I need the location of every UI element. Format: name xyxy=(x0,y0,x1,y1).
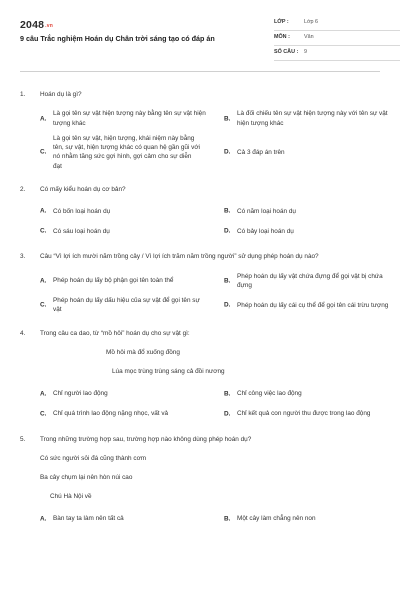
meta-row-subject xyxy=(274,31,400,46)
question-number: 5. xyxy=(20,435,26,443)
option-a[interactable]: A. Là gọi tên sự vật hiện tượng này bằng tên sự vật hiện tượng khác xyxy=(40,110,206,127)
question-4 xyxy=(20,329,380,427)
option-b[interactable]: B. Chỉ công việc lao động xyxy=(224,389,302,397)
question-text: 3. Câu “Vì lợi ích mười năm trồng cây / Vì lợi ích trăm năm trồng người” sử dụng phép hoán dụ nào? xyxy=(20,253,319,261)
site-logo[interactable]: 2048.vn xyxy=(20,19,53,31)
meta-key: MÔN : xyxy=(274,34,290,40)
worksheet-header xyxy=(20,14,380,72)
option-c[interactable]: C. Có sáu loại hoán dụ xyxy=(40,227,110,235)
question-number: 2. xyxy=(20,185,26,193)
question-number: 1. xyxy=(20,91,26,98)
meta-info xyxy=(274,16,400,61)
option-d[interactable]: D. Có bảy loại hoán dụ xyxy=(224,227,294,235)
option-b[interactable]: B. Một cây làm chẳng nên non xyxy=(224,514,316,522)
question-text: 1. Hoán dụ là gì? xyxy=(20,91,82,98)
question-3 xyxy=(20,252,389,320)
option-a[interactable]: A. Chỉ người lao động xyxy=(40,389,108,397)
answer-options xyxy=(20,387,380,427)
quoted-line: Có sức người sỏi đá cũng thành cơm xyxy=(40,454,147,462)
option-b[interactable]: B. Có năm loại hoán dụ xyxy=(224,207,296,215)
option-d[interactable]: D. Cả 3 đáp án trên xyxy=(224,148,285,156)
quoted-line: Chú Hà Nội về xyxy=(50,493,92,501)
option-c[interactable]: C. Phép hoán dụ lấy dấu hiệu của sự vật để gọi tên sự vật xyxy=(40,297,200,314)
answer-options xyxy=(20,512,380,532)
question-text: 5. Trong những trường hợp sau, trường hợp nào không dùng phép hoán dụ? xyxy=(20,435,252,443)
meta-value: Văn xyxy=(304,34,314,40)
meta-row-count xyxy=(274,46,400,61)
quoted-line: Ba cây chụm lại nên hòn núi cao xyxy=(40,474,133,482)
option-d[interactable]: D. Phép hoán dụ lấy cái cụ thể để gọi tên cái trừu tượng xyxy=(224,301,389,309)
option-c[interactable]: C. Là gọi tên sự vật, hiện tượng, khái niệm này bằng tên, sự vật, hiện tượng khác có quan hệ gần gũi với nó nhằm tăng sức gợi hình, gợi cảm cho sự diễn đạt xyxy=(40,134,200,170)
meta-row-class xyxy=(274,16,400,31)
meta-key: LỚP : xyxy=(274,19,289,25)
option-a[interactable]: A. Phép hoán dụ lấy bộ phận gọi tên toàn thể xyxy=(40,277,174,285)
quoted-verse-line: Lúa mọc trùng trùng sáng cả đồi nương xyxy=(112,368,225,376)
answer-options xyxy=(20,109,388,177)
option-a[interactable]: A. Có bốn loại hoán dụ xyxy=(40,207,111,215)
question-text: 2. Có mấy kiểu hoán dụ cơ bản? xyxy=(20,185,126,193)
question-5 xyxy=(20,435,380,532)
question-number: 3. xyxy=(20,253,26,261)
meta-key: SỐ CÂU : xyxy=(274,49,299,55)
answer-options xyxy=(20,272,389,321)
option-a[interactable]: A. Bàn tay ta làm nên tất cả xyxy=(40,514,124,522)
option-c[interactable]: C. Chỉ quá trình lao động nặng nhọc, vất vả xyxy=(40,409,169,417)
question-list xyxy=(20,72,389,532)
quoted-verse-line: Mồ hôi mà đổ xuống đồng xyxy=(106,348,180,356)
meta-value: Lớp 6 xyxy=(304,19,319,25)
question-1 xyxy=(20,90,388,177)
answer-options xyxy=(20,204,380,244)
option-b[interactable]: B. Là đối chiếu tên sự vật hiện tượng này với tên sự vật hiện tượng khác xyxy=(224,110,388,127)
question-number: 4. xyxy=(20,329,26,337)
document-title: 9 câu Trắc nghiệm Hoán dụ Chân trời sáng tạo có đáp án xyxy=(20,34,215,43)
option-d[interactable]: D. Chỉ kết quả con người thu được trong lao động xyxy=(224,409,371,417)
question-text: 4. Trong câu ca dao, từ “mồ hôi” hoán dụ cho sự vật gì: xyxy=(20,329,190,337)
meta-value: 9 xyxy=(304,49,307,55)
question-2 xyxy=(20,185,380,244)
option-b[interactable]: B. Phép hoán dụ lấy vật chứa đựng để gọi vật bị chứa đựng xyxy=(224,272,383,289)
